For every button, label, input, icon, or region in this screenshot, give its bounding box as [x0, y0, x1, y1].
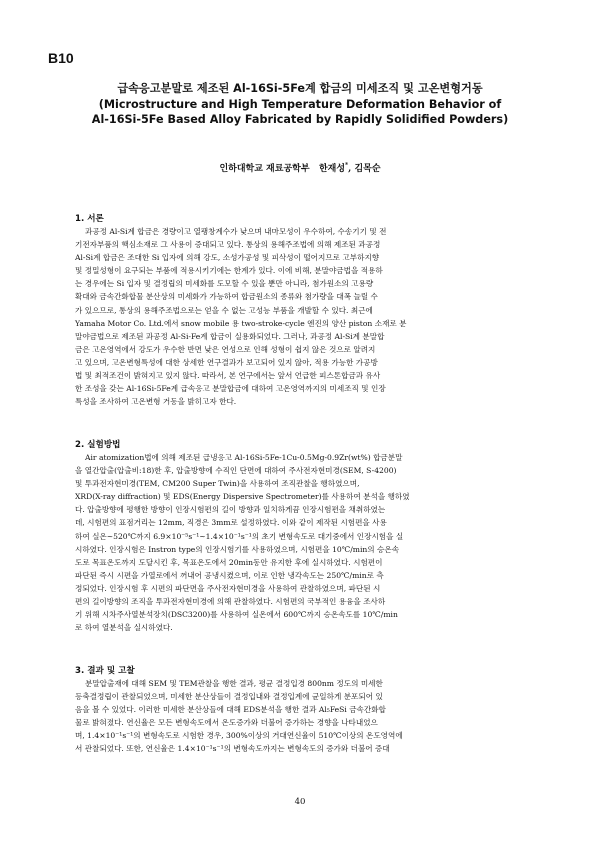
- text-line: 음을 볼 수 있었다. 이러한 미세한 분산상들에 대해 EDS분석을 행한 결과 Al₅FeSi 금속간화합: [75, 705, 386, 715]
- text-line: 확대와 금속간화합물 분산상의 미세화가 가능하여 합금원소의 종류와 첨가량을 대폭 늘릴 수: [75, 292, 378, 302]
- text-line: 서 관찰되었다. 또한, 연신율은 1.4×10⁻¹s⁻¹의 변형속도까지는 변형속도의 증가와 더불어 증대: [75, 744, 390, 754]
- author-line: [40, 161, 560, 174]
- text-line: 금은 고온영역에서 강도가 우수한 반면 낮은 연성으로 인해 성형이 쉽지 않은 것으로 알려지: [75, 344, 376, 354]
- text-line: Air atomization법에 의해 제조된 급냉응고 Al-16Si-5Fe-1Cu-0.5Mg-0.9Zr(wt%) 합금분말: [85, 453, 403, 462]
- text-line: 분말압출재에 대해 SEM 및 TEM관찰을 행한 결과, 평균 결정입경 800nm 정도의 미세한: [85, 679, 383, 688]
- text-line: 며, 1.4×10⁻¹s⁻¹의 변형속도로 시험한 경우, 300%이상의 거대연신율이 510℃이상의 온도영역에: [75, 731, 403, 741]
- text-line: 데, 시험편의 표점거리는 12mm, 직경은 3mm로 설정하였다. 이와 같이 제작된 시험편을 사용: [75, 518, 387, 528]
- section-body: [75, 677, 527, 756]
- text-line: 파단된 즉시 시편을 가열로에서 꺼내어 공냉시켰으며, 이로 인한 냉각속도는 250℃/min로 측: [75, 570, 384, 580]
- text-line: 및 투과전자현미경(TEM, CM200 Super Twin)을 사용하여 조직관찰을 행하였으며,: [75, 479, 360, 489]
- text-line: 기 위해 시차주사열분석장치(DSC3200)를 사용하여 실온에서 600℃까지 승온속도를 10℃/min: [75, 610, 398, 620]
- section-body: [75, 225, 527, 408]
- section-heading: 3. 결과 및 고찰: [75, 666, 135, 676]
- text-line: 과공정 Al-Si계 합금은 경량이고 열팽창계수가 낮으며 내마모성이 우수하여, 수송기기 및 전: [85, 227, 387, 236]
- corresponding-mark: *: [345, 162, 349, 169]
- text-line: 정되었다. 인장시험 후 시편의 파단면을 주사전자현미경을 사용하여 관찰하였으며, 파단된 시: [75, 583, 381, 593]
- text-line: 및 정밀성형이 요구되는 부품에 적용시키기에는 한계가 있다. 이에 비해, 분말야금법을 적용하: [75, 266, 383, 276]
- text-line: 특성을 조사하여 고온변형 거동을 밝히고자 한다.: [75, 397, 237, 407]
- text-line: 시하였다. 인장시험은 Instron type의 인장시험기를 사용하였으며, 시험편을 10℃/min의 승온속: [75, 544, 400, 554]
- korean-title: 급속응고분말로 제조된 Al-16Si-5Fe계 합금의 미세조직 및 고온변형거동: [117, 82, 483, 95]
- text-line: XRD(X-ray diffraction) 및 EDS(Energy Dispersive Spectrometer)를 사용하여 분석을 행하였: [75, 492, 410, 502]
- section-body: [75, 451, 527, 634]
- text-line: 하여 실온~520℃까지 6.9×10⁻⁵s⁻¹~1.4×10⁻¹s⁻¹의 초기 변형속도로 대기중에서 인장시험을 실: [75, 531, 404, 541]
- text-line: 등축결정립이 관찰되었으며, 미세한 분산상들이 결정입내와 결정입계에 균일하게 분포되어 있: [75, 692, 383, 702]
- author-name: 한재성: [318, 164, 346, 174]
- page-number: 40: [294, 797, 306, 807]
- text-line: 물로 밝혀졌다. 연신율은 모든 변형속도에서 온도증가와 더불어 증가하는 경향을 나타내었으: [75, 718, 378, 728]
- text-line: 고 있으며, 고온변형특성에 대한 상세한 연구결과가 보고되어 있지 않아, 적용 가능한 가공방: [75, 357, 378, 367]
- affiliation: 인하대학교 재료공학부: [219, 164, 310, 174]
- text-line: 로 하여 열분석을 실시하였다.: [75, 623, 173, 633]
- section-heading: 1. 서론: [75, 214, 104, 224]
- text-line: 한 조성을 갖는 Al-16Si-5Fe계 급속응고 분말합금에 대하여 고온영역까지의 미세조직 및 인장: [75, 384, 386, 394]
- english-title-line-2: Al-16Si-5Fe Based Alloy Fabricated by Rapidly Solidified Powders): [91, 113, 509, 126]
- text-line: 법 및 최적조건이 밝혀지고 있지 않다. 따라서, 본 연구에서는 앞서 언급한 피스톤합금과 유사: [75, 371, 381, 381]
- text-line: 다. 압출방향에 평행한 방향이 인장시험편의 길이 방향과 일치하게끔 인장시험편을 채취하였는: [75, 505, 386, 515]
- english-title-line-1: (Microstructure and High Temperature Deformation Behavior of: [98, 98, 502, 111]
- text-line: Yamaha Motor Co. Ltd.에서 snow mobile 용 two-stroke-cycle 엔진의 양산 piston 소재로 분: [75, 318, 407, 328]
- text-line: 을 열간압출(압출비:18)한 후, 압출방향에 수직인 단면에 대하여 주사전자현미경(SEM, S-4200): [75, 466, 397, 476]
- text-line: 가 있으므로, 통상의 용해주조법으로는 얻을 수 없는 고성능 부품을 개발할 수 있다. 최근에: [75, 305, 373, 315]
- paper-code: B10: [48, 50, 74, 66]
- text-line: 기전자부품의 핵심소재로 그 사용이 증대되고 있다. 통상의 용해주조법에 의해 제조된 과공정: [75, 240, 381, 250]
- text-line: 도로 목표온도까지 도달시킨 후, 목표온도에서 20min동안 유지한 후에 실시하였다. 시험편이: [75, 557, 383, 567]
- text-line: 편의 길이방향의 조직을 투과전자현미경에 의해 관찰하였다. 시험편의 국부적인 용융을 조사하: [75, 597, 386, 607]
- text-line: 는 경우에는 Si 입자 및 결정립의 미세화를 도모할 수 있을 뿐만 아니라, 첨가원소의 고용량: [75, 279, 374, 289]
- author-name: , 김목순: [348, 164, 381, 174]
- section-heading: 2. 실험방법: [75, 440, 121, 450]
- text-line: Al-Si계 합금은 조대한 Si 입자에 의해 강도, 소성가공성 및 피삭성이 떨어지므로 고부하지향: [75, 253, 380, 263]
- text-line: 말야금법으로 제조된 과공정 Al-Si-Fe계 합금이 실용화되었다. 그러나, 과공정 Al-Si계 분말합: [75, 331, 385, 341]
